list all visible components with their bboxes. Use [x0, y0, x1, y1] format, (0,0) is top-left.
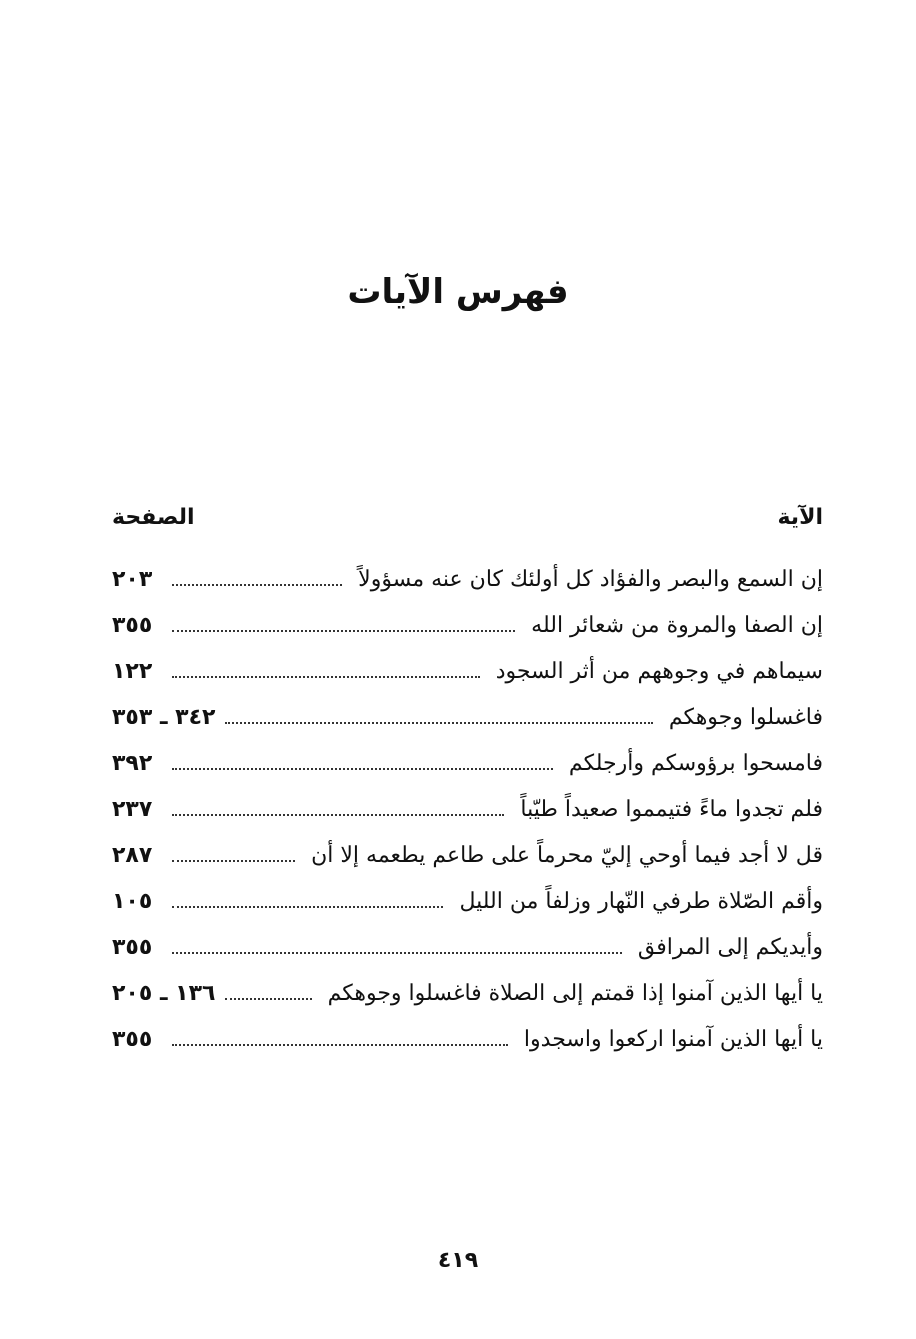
page-reference: ١٣٦ ـ ٢٠٥ [112, 980, 216, 1006]
page-number: ٤١٩ [437, 1248, 479, 1273]
dot-leader [172, 676, 480, 678]
index-row [112, 878, 823, 924]
page-reference: ٣٩٢ [112, 750, 153, 776]
index-row [112, 740, 823, 786]
dot-leader [172, 630, 515, 632]
page-reference: ٢٠٣ [112, 566, 153, 592]
dot-leader [225, 722, 652, 724]
ayah-column-header: الآية [777, 505, 823, 530]
index-row [112, 694, 823, 740]
verse-text: إن الصفا والمروة من شعائر الله [531, 612, 823, 638]
dot-leader [172, 860, 295, 862]
dot-leader [225, 998, 311, 1000]
dot-leader [172, 906, 443, 908]
verse-text: سيماهم في وجوههم من أثر السجود [495, 658, 823, 684]
page-title: فهرس الآيات [347, 272, 569, 312]
index-row [112, 832, 823, 878]
page-reference: ٣٤٢ ـ ٣٥٣ [112, 704, 216, 730]
dot-leader [172, 952, 622, 954]
verse-text: قل لا أجد فيما أوحي إليّ محرماً على طاعم يطعمه إلا أن [311, 842, 823, 868]
verse-text: إن السمع والبصر والفؤاد كل أولئك كان عنه مسؤولاً [358, 566, 823, 592]
index-row [112, 924, 823, 970]
verse-text: وأقم الصّلاة طرفي النّهار وزلفاً من الليل [459, 888, 823, 914]
dot-leader [172, 1044, 508, 1046]
verse-index-list [112, 556, 823, 1062]
index-row [112, 1016, 823, 1062]
page-reference: ٢٨٧ [112, 842, 153, 868]
dot-leader [172, 814, 504, 816]
page-reference: ٣٥٥ [112, 612, 153, 638]
verse-text: يا أيها الذين آمنوا اركعوا واسجدوا [523, 1026, 823, 1052]
index-row [112, 556, 823, 602]
verse-text: فامسحوا برؤوسكم وأرجلكم [568, 750, 823, 776]
dot-leader [172, 584, 342, 586]
verse-text: فاغسلوا وجوهكم [668, 704, 823, 730]
page-reference: ٢٣٧ [112, 796, 153, 822]
index-row [112, 648, 823, 694]
page-reference: ٣٥٥ [112, 934, 153, 960]
page-reference: ٣٥٥ [112, 1026, 153, 1052]
page-column-header: الصفحة [112, 505, 195, 530]
index-row [112, 786, 823, 832]
dot-leader [172, 768, 553, 770]
verse-text: يا أيها الذين آمنوا إذا قمتم إلى الصلاة فاغسلوا وجوهكم [327, 980, 823, 1006]
index-header [112, 505, 823, 539]
verse-text: فلم تجدوا ماءً فتيمموا صعيداً طيّباً [520, 796, 823, 822]
index-row [112, 970, 823, 1016]
verse-text: وأيديكم إلى المرافق [637, 934, 823, 960]
page-reference: ١٢٢ [112, 658, 153, 684]
page-reference: ١٠٥ [112, 888, 153, 914]
index-row [112, 602, 823, 648]
